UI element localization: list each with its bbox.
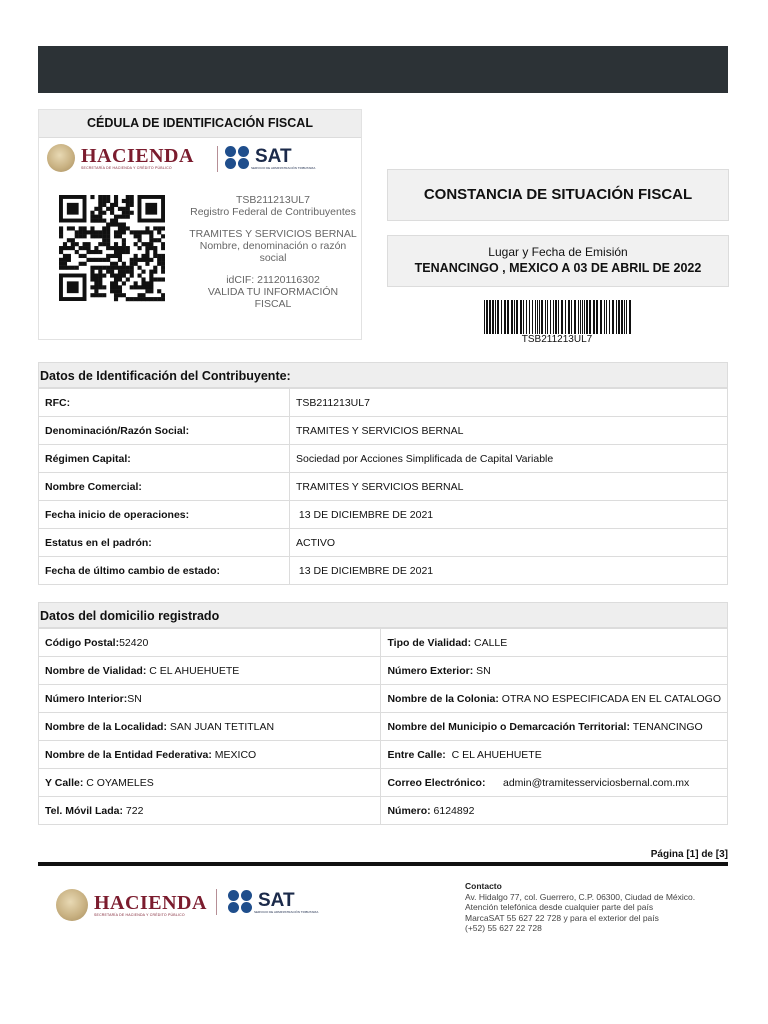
field-value: 722 <box>122 804 144 817</box>
page-number: Página [1] de [3] <box>650 849 728 860</box>
address-cell <box>381 657 728 685</box>
address-cell <box>381 685 728 713</box>
footer-hacienda-subtitle: SECRETARÍA DE HACIENDA Y CRÉDITO PÚBLICO <box>94 913 185 917</box>
address-cell <box>39 629 381 657</box>
field-label: Nombre de Vialidad: <box>45 664 147 677</box>
field-value: 52420 <box>119 636 149 649</box>
top-header-bar <box>38 46 728 93</box>
address-cell <box>39 713 381 741</box>
cedula-rfc: TSB211213UL7 <box>236 194 310 206</box>
hacienda-logo <box>47 144 194 172</box>
field-label: Nombre del Municipio o Demarcación Territorial: <box>387 720 630 733</box>
sat-wordmark: SAT <box>255 145 292 167</box>
cedula-info <box>189 194 357 320</box>
hacienda-wordmark: HACIENDA <box>81 145 194 167</box>
field-value: ACTIVO <box>290 529 728 557</box>
footer-sat-wordmark: SAT <box>258 889 295 911</box>
field-value: CALLE <box>471 636 508 649</box>
constancia-title: CONSTANCIA DE SITUACIÓN FISCAL <box>387 169 729 221</box>
field-label: Nombre de la Localidad: <box>45 720 167 733</box>
footer-logo-separator <box>216 889 217 915</box>
field-label: Tel. Móvil Lada: <box>45 804 123 817</box>
table-row <box>39 445 728 473</box>
field-label: Nombre Comercial: <box>39 473 290 501</box>
identificacion-table <box>38 388 728 585</box>
footer-sat-logo <box>228 890 318 914</box>
table-row <box>39 557 728 585</box>
contacto-line: MarcaSAT 55 627 22 728 y para el exterior del país <box>465 912 659 923</box>
cedula-name-label: Nombre, denominación o razón social <box>199 240 347 264</box>
address-cell <box>39 741 381 769</box>
field-label: Fecha de último cambio de estado: <box>39 557 290 585</box>
field-label: Nombre de la Colonia: <box>387 692 499 705</box>
address-cell <box>39 797 381 825</box>
field-value: TENANCINGO <box>629 720 703 733</box>
cedula-card <box>38 109 362 340</box>
field-label: Código Postal: <box>45 636 120 649</box>
field-label: Número Exterior: <box>387 664 474 677</box>
field-value: TSB211213UL7 <box>290 389 728 417</box>
table-row <box>39 629 728 657</box>
field-value: SN <box>473 664 491 677</box>
contacto-title: Contacto <box>465 881 502 891</box>
table-row <box>39 769 728 797</box>
footer-hacienda-logo <box>56 889 207 921</box>
address-cell <box>381 769 728 797</box>
cedula-title: CÉDULA DE IDENTIFICACIÓN FISCAL <box>39 110 361 138</box>
contacto-line: (+52) 55 627 22 728 <box>465 923 542 933</box>
field-label: Fecha inicio de operaciones: <box>39 501 290 529</box>
field-value: MEXICO <box>211 748 257 761</box>
table-row <box>39 685 728 713</box>
field-value: C EL AHUEHUETE <box>146 664 240 677</box>
contacto-line: Av. Hidalgo 77, col. Guerrero, C.P. 06300, Ciudad de México. <box>465 891 696 902</box>
footer-logos <box>56 887 366 923</box>
field-label: Correo Electrónico: <box>387 776 486 789</box>
sat-dots-icon <box>225 146 251 170</box>
table-row <box>39 473 728 501</box>
field-value: OTRA NO ESPECIFICADA EN EL CATALOGO <box>498 692 721 705</box>
footer-hacienda-wordmark: HACIENDA <box>94 892 207 914</box>
table-row <box>39 389 728 417</box>
footer-sat-dots-icon <box>228 890 254 914</box>
field-label: Tipo de Vialidad: <box>387 636 472 649</box>
field-label: Número Interior: <box>45 692 128 705</box>
field-value: 13 DE DICIEMBRE DE 2021 <box>290 501 728 529</box>
table-row <box>39 797 728 825</box>
cedula-name: TRAMITES Y SERVICIOS BERNAL <box>189 228 357 240</box>
table-row <box>39 529 728 557</box>
address-cell <box>381 741 728 769</box>
contacto-block <box>465 881 735 934</box>
address-cell <box>39 769 381 797</box>
field-label: Número: <box>387 804 431 817</box>
footer-divider <box>38 862 728 866</box>
field-value: TRAMITES Y SERVICIOS BERNAL <box>290 417 728 445</box>
logo-separator <box>217 146 218 172</box>
table-row <box>39 741 728 769</box>
footer-sat-subtitle: SERVICIO DE ADMINISTRACIÓN TRIBUTARIA <box>254 909 319 914</box>
cedula-logos <box>47 144 357 176</box>
lugar-label: Lugar y Fecha de Emisión <box>488 245 628 259</box>
field-label: Y Calle: <box>45 776 84 789</box>
field-value: TRAMITES Y SERVICIOS BERNAL <box>290 473 728 501</box>
cedula-idcif: idCIF: 21120116302 <box>226 274 320 286</box>
field-value: admin@tramitesserviciosbernal.com.mx <box>485 776 690 789</box>
contacto-line: Atención telefónica desde cualquier parte del país <box>465 902 654 912</box>
domicilio-title: Datos del domicilio registrado <box>40 609 220 623</box>
sat-logo <box>225 146 315 170</box>
domicilio-header <box>38 602 728 628</box>
lugar-fecha-box <box>387 235 729 287</box>
field-label: Nombre de la Entidad Federativa: <box>45 748 212 761</box>
table-row <box>39 501 728 529</box>
lugar-value: TENANCINGO , MEXICO A 03 DE ABRIL DE 2022 <box>414 261 702 275</box>
domicilio-table <box>38 628 728 825</box>
address-cell <box>381 713 728 741</box>
field-label: Entre Calle: <box>387 748 446 761</box>
cedula-rfc-label: Registro Federal de Contribuyentes <box>190 206 356 218</box>
table-row <box>39 657 728 685</box>
field-value: SAN JUAN TETITLAN <box>166 720 275 733</box>
table-row <box>39 713 728 741</box>
cedula-valida: VALIDA TU INFORMACIÓN FISCAL <box>207 286 339 310</box>
field-value: 13 DE DICIEMBRE DE 2021 <box>290 557 728 585</box>
barcode-icon <box>482 300 632 334</box>
address-cell <box>39 685 381 713</box>
field-value: 6124892 <box>430 804 475 817</box>
sat-subtitle: SERVICIO DE ADMINISTRACIÓN TRIBUTARIA <box>251 165 316 170</box>
eagle-seal-icon <box>47 144 75 172</box>
field-label: RFC: <box>39 389 290 417</box>
field-label: Régimen Capital: <box>39 445 290 473</box>
table-row <box>39 417 728 445</box>
field-value: SN <box>127 692 142 705</box>
address-cell <box>381 797 728 825</box>
field-label: Denominación/Razón Social: <box>39 417 290 445</box>
field-value: C OYAMELES <box>83 776 154 789</box>
hacienda-subtitle: SECRETARÍA DE HACIENDA Y CRÉDITO PÚBLICO <box>81 166 172 170</box>
field-value: C EL AHUEHUETE <box>445 748 542 761</box>
address-cell <box>381 629 728 657</box>
identificacion-header <box>38 362 728 388</box>
barcode-text: TSB211213UL7 <box>521 334 593 345</box>
address-cell <box>39 657 381 685</box>
identificacion-title: Datos de Identificación del Contribuyente: <box>40 369 291 383</box>
field-value: Sociedad por Acciones Simplificada de Capital Variable <box>290 445 728 473</box>
qr-code-icon <box>59 195 165 303</box>
field-label: Estatus en el padrón: <box>39 529 290 557</box>
footer-eagle-seal-icon <box>56 889 88 921</box>
